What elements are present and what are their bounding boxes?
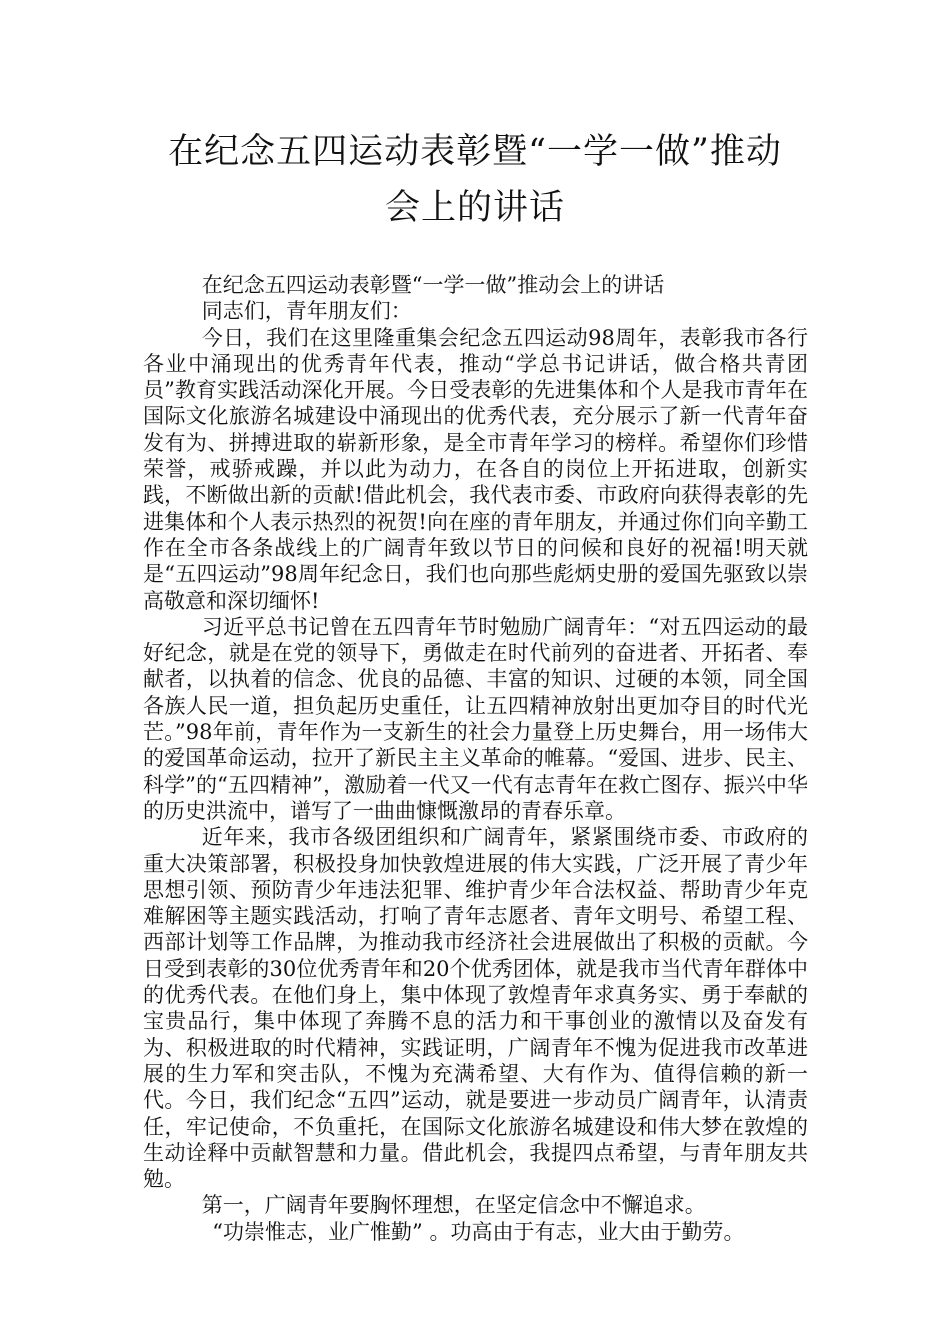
- document-title: [140, 124, 810, 236]
- paragraph: 第一，广阔青年要胸怀理想，在坚定信念中不懈追求。: [201, 1193, 706, 1218]
- title-line-2: 会上的讲话: [384, 188, 565, 228]
- paragraph-salutation: 同志们，青年朋友们：: [201, 299, 412, 324]
- title-line-1: 在纪念五四运动表彰暨“一学一做”推动: [168, 132, 782, 172]
- paragraph: 习近平总书记曾在五四青年节时勉励广阔青年：“对五四运动的最好纪念，就是在党的领导下，勇做走在时代前列的奋进者、开拓者、奉献者，以执着的信念、优良的品德、丰富的知识、过硬的本领，同全国各族人民一道，担负起历史重任，让五四精神放射出更加夺目的时代光芒。”98年前，青年作为一支新生的社会力量登上历史舞台，用一场伟大的爱国革命运动，拉开了新民主主义革命的帷幕。“爱国、进步、民主、科学”的“五四精神”，激励着一代又一代有志青年在救亡图存、振兴中华的历史洪流中，谱写了一曲曲慷慨激昂的青春乐章。: [143, 614, 808, 823]
- document-body: [143, 272, 808, 1245]
- paragraph-subtitle: 在纪念五四运动表彰暨“一学一做”推动会上的讲话: [201, 273, 665, 297]
- paragraph: “功崇惟志，业广惟勤” 。功高由于有志，业大由于勤劳。: [212, 1219, 745, 1244]
- paragraph: 今日，我们在这里隆重集会纪念五四运动98周年，表彰我市各行各业中涌现出的优秀青年代表，推动“学总书记讲话，做合格共青团员”教育实践活动深化开展。今日受表彰的先进集体和个人是我市青年在国际文化旅游名城建设中涌现出的优秀代表，充分展示了新一代青年奋发有为、拼搏进取的崭新形象，是全市青年学习的榜样。希望你们珍惜荣誉，戒骄戒躁，并以此为动力，在各自的岗位上开拓进取，创新实践，不断做出新的贡献!借此机会，我代表市委、市政府向获得表彰的先进集体和个人表示热烈的祝贺!向在座的青年朋友，并通过你们向辛勤工作在全市各条战线上的广阔青年致以节日的问候和良好的祝福!明天就是“五四运动”98周年纪念日，我们也向那些彪炳史册的爱国先驱致以崇高敬意和深切缅怀!: [143, 325, 808, 613]
- paragraph: 近年来，我市各级团组织和广阔青年，紧紧围绕市委、市政府的重大决策部署，积极投身加快敦煌进展的伟大实践，广泛开展了青少年思想引领、预防青少年违法犯罪、维护青少年合法权益、帮助青少年克难解困等主题实践活动，打响了青年志愿者、青年文明号、希望工程、西部计划等工作品牌，为推动我市经济社会进展做出了积极的贡献。今日受到表彰的30位优秀青年和20个优秀团体，就是我市当代青年群体中的优秀代表。在他们身上，集中体现了敦煌青年求真务实、勇于奉献的宝贵品行，集中体现了奔腾不息的活力和干事创业的激情以及奋发有为、积极进取的时代精神，实践证明，广阔青年不愧为促进我市改革进展的生力军和突击队，不愧为充满希望、大有作为、值得信赖的新一代。今日，我们纪念“五四”运动，就是要进一步动员广阔青年，认清责任，牢记使命，不负重托，在国际文化旅游名城建设和伟大梦在敦煌的生动诠释中贡献智慧和力量。借此机会，我提四点希望，与青年朋友共勉。: [143, 825, 808, 1192]
